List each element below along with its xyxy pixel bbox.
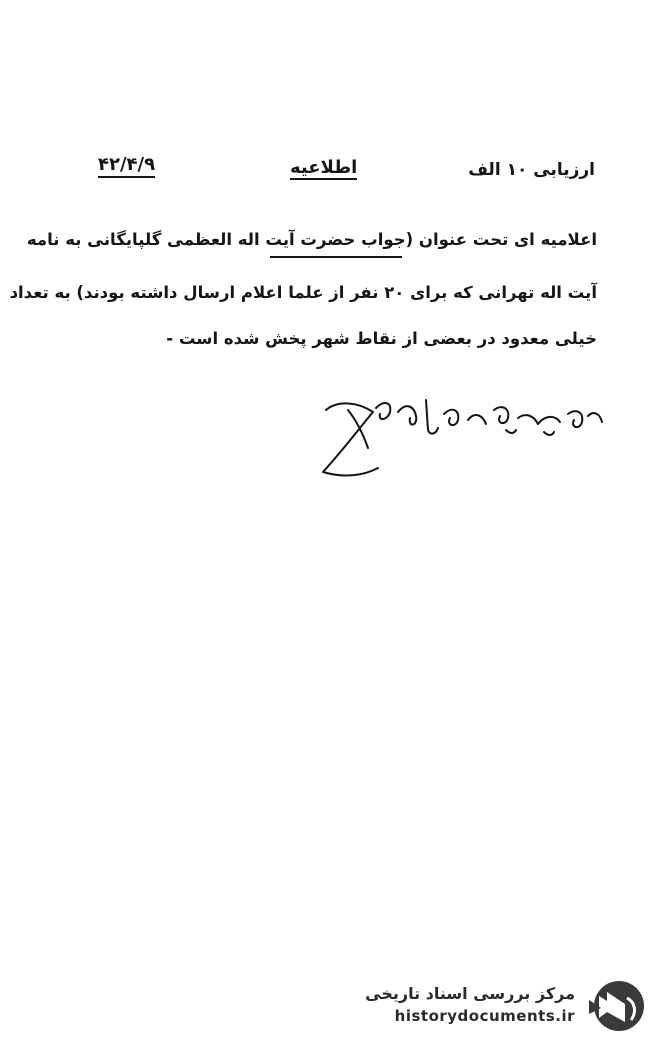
body-line-1: اعلامیه ای تحت عنوان (جواب حضرت آیت اله العظمی گلپایگانی به نامه — [26, 230, 597, 249]
document-title: اطلاعیه — [290, 157, 358, 178]
book-logo-icon — [585, 978, 647, 1034]
body-line-3: خیلی معدود در بعضی از نقاط شهر پخش شده است - — [166, 329, 597, 348]
document-origin: ارزیابی ۱۰ الف — [468, 160, 595, 180]
body-line-2: آیت اله تهرانی که برای ۲۰ نفر از علما اعلام ارسال داشته بودند) به تعداد — [9, 283, 597, 302]
handwritten-signature — [318, 390, 608, 490]
handwritten-underline — [270, 256, 402, 258]
document-date: ۴۲/۴/۹ — [98, 154, 155, 178]
footer-archive-name: مرکز بررسی اسناد تاریخی — [365, 984, 575, 1003]
footer-url: historydocuments.ir — [394, 1007, 575, 1025]
